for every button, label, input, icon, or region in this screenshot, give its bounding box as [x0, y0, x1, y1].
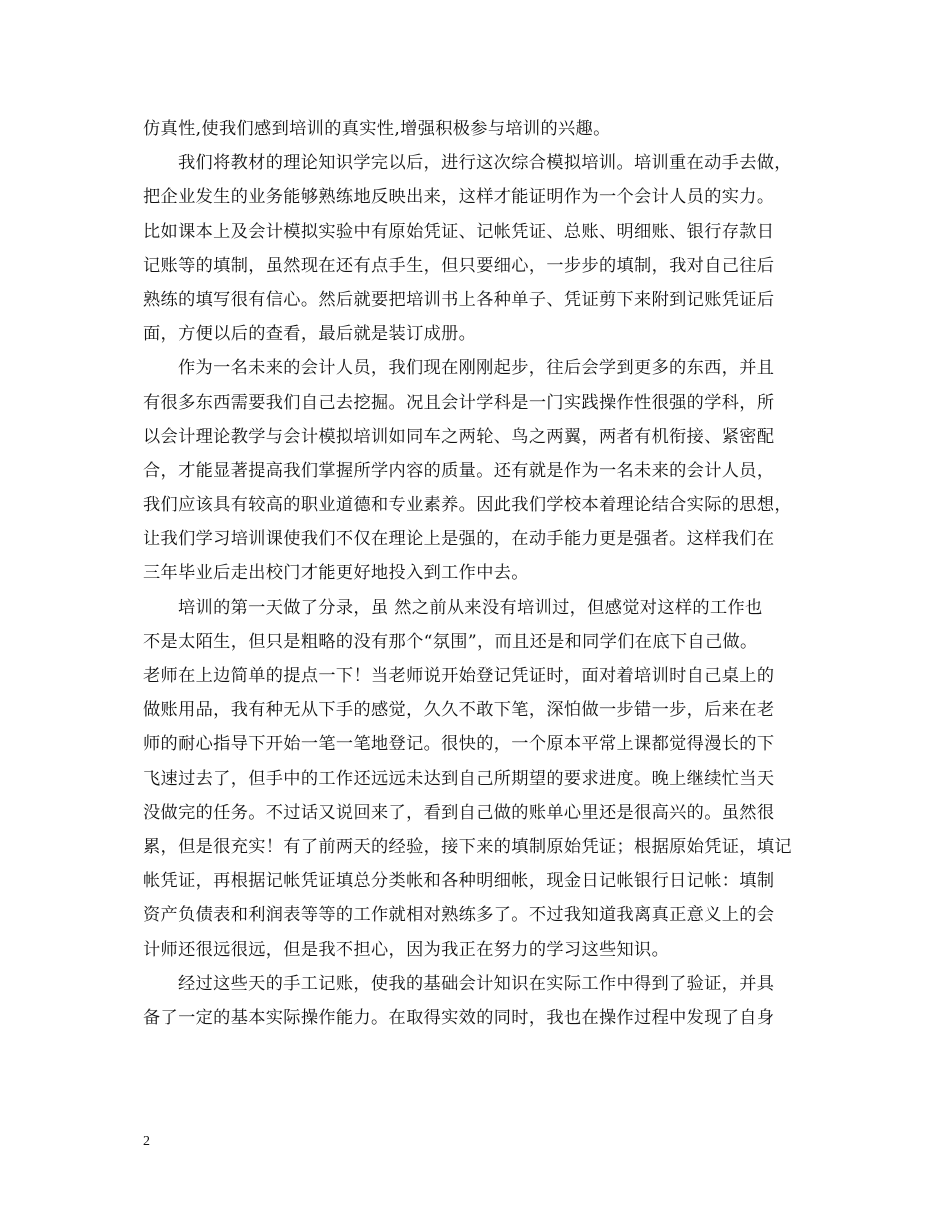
text-line-4: 比如课本上及会计模拟实验中有原始凭证、记帐凭证、总账、明细账、银行存款日 [143, 221, 775, 242]
text-line-21: 没做完的任务。不过话又说回来了，看到自己做的账单心里还是很高兴的。虽然很 [143, 802, 775, 823]
page-number: 2 [143, 1134, 150, 1149]
text-line-6: 熟练的填写很有信心。然后就要把培训书上各种单子、凭证剪下来附到记账凭证后 [143, 289, 775, 310]
text-line-27: 备了一定的基本实际操作能力。在取得实效的同时，我也在操作过程中发现了自身 [143, 1007, 775, 1028]
text-line-12: 我们应该具有较高的职业道德和专业素养。因此我们学校本着理论结合实际的思想， [143, 495, 792, 516]
text-line-19: 师的耐心指导下开始一笔一笔地登记。很快的，一个原本平常上课都觉得漫长的下 [143, 734, 775, 755]
text-line-23: 帐凭证，再根据记帐凭证填总分类帐和各种明细帐，现金日记帐银行日记帐：填制 [143, 871, 775, 892]
text-line-13: 让我们学习培训课使我们不仅在理论上是强的，在动手能力更是强者。这样我们在 [143, 529, 775, 550]
text-line-9: 有很多东西需要我们自己去挖掘。况且会计学科是一门实践操作性很强的学科，所 [143, 392, 775, 413]
text-line-3: 把企业发生的业务能够熟练地反映出来，这样才能证明作为一个会计人员的实力。 [143, 187, 775, 208]
text-line-17: 老师在上边简单的提点一下！当老师说开始登记凭证时，面对着培训时自己桌上的 [143, 666, 775, 686]
text-line-11: 合，才能显著提高我们掌握所学内容的质量。还有就是作为一名未来的会计人员， [143, 460, 775, 481]
text-line-1: 仿真性,使我们感到培训的真实性,增强积极参与培训的兴趣。 [143, 119, 611, 139]
body-text [143, 112, 813, 1035]
text-line-14: 三年毕业后走出校门才能更好地投入到工作中去。 [143, 563, 529, 584]
text-line-7: 面，方便以后的查看，最后就是装订成册。 [143, 324, 477, 345]
text-line-10: 以会计理论教学与会计模拟培训如同车之两轮、鸟之两翼，两者有机衔接、紧密配 [143, 426, 775, 447]
text-line-5: 记账等的填制，虽然现在还有点手生，但只要细心，一步步的填制，我对自己往后 [143, 255, 775, 276]
text-line-18: 做账用品，我有种无从下手的感觉，久久不敢下笔，深怕做一步错一步，后来在老 [143, 700, 775, 721]
text-line-26: 经过这些天的手工记账，使我的基础会计知识在实际工作中得到了验证，并具 [178, 973, 775, 994]
text-line-25: 计师还很远很远，但是我不担心，因为我正在努力的学习这些知识。 [143, 939, 670, 960]
text-line-8: 作为一名未来的会计人员，我们现在刚刚起步，往后会学到更多的东西，并且 [178, 358, 775, 379]
text-line-22: 累，但是很充实！有了前两天的经验，接下来的填制原始凭证；根据原始凭证，填记 [143, 836, 792, 857]
text-line-20: 飞速过去了，但手中的工作还远远未达到自己所期望的要求进度。晚上继续忙当天 [143, 768, 775, 789]
text-line-15: 培训的第一天做了分录，虽 然之前从来没有培训过，但感觉对这样的工作也 [178, 597, 763, 618]
text-line-24: 资产负债表和利润表等等的工作就相对熟练多了。不过我知道我离真正意义上的会 [143, 905, 775, 926]
text-line-2: 我们将教材的理论知识学完以后，进行这次综合模拟培训。培训重在动手去做， [178, 153, 792, 174]
text-line-16: 不是太陌生，但只是粗略的没有那个“氛围”，而且还是和同学们在底下自己做。 [143, 631, 758, 652]
